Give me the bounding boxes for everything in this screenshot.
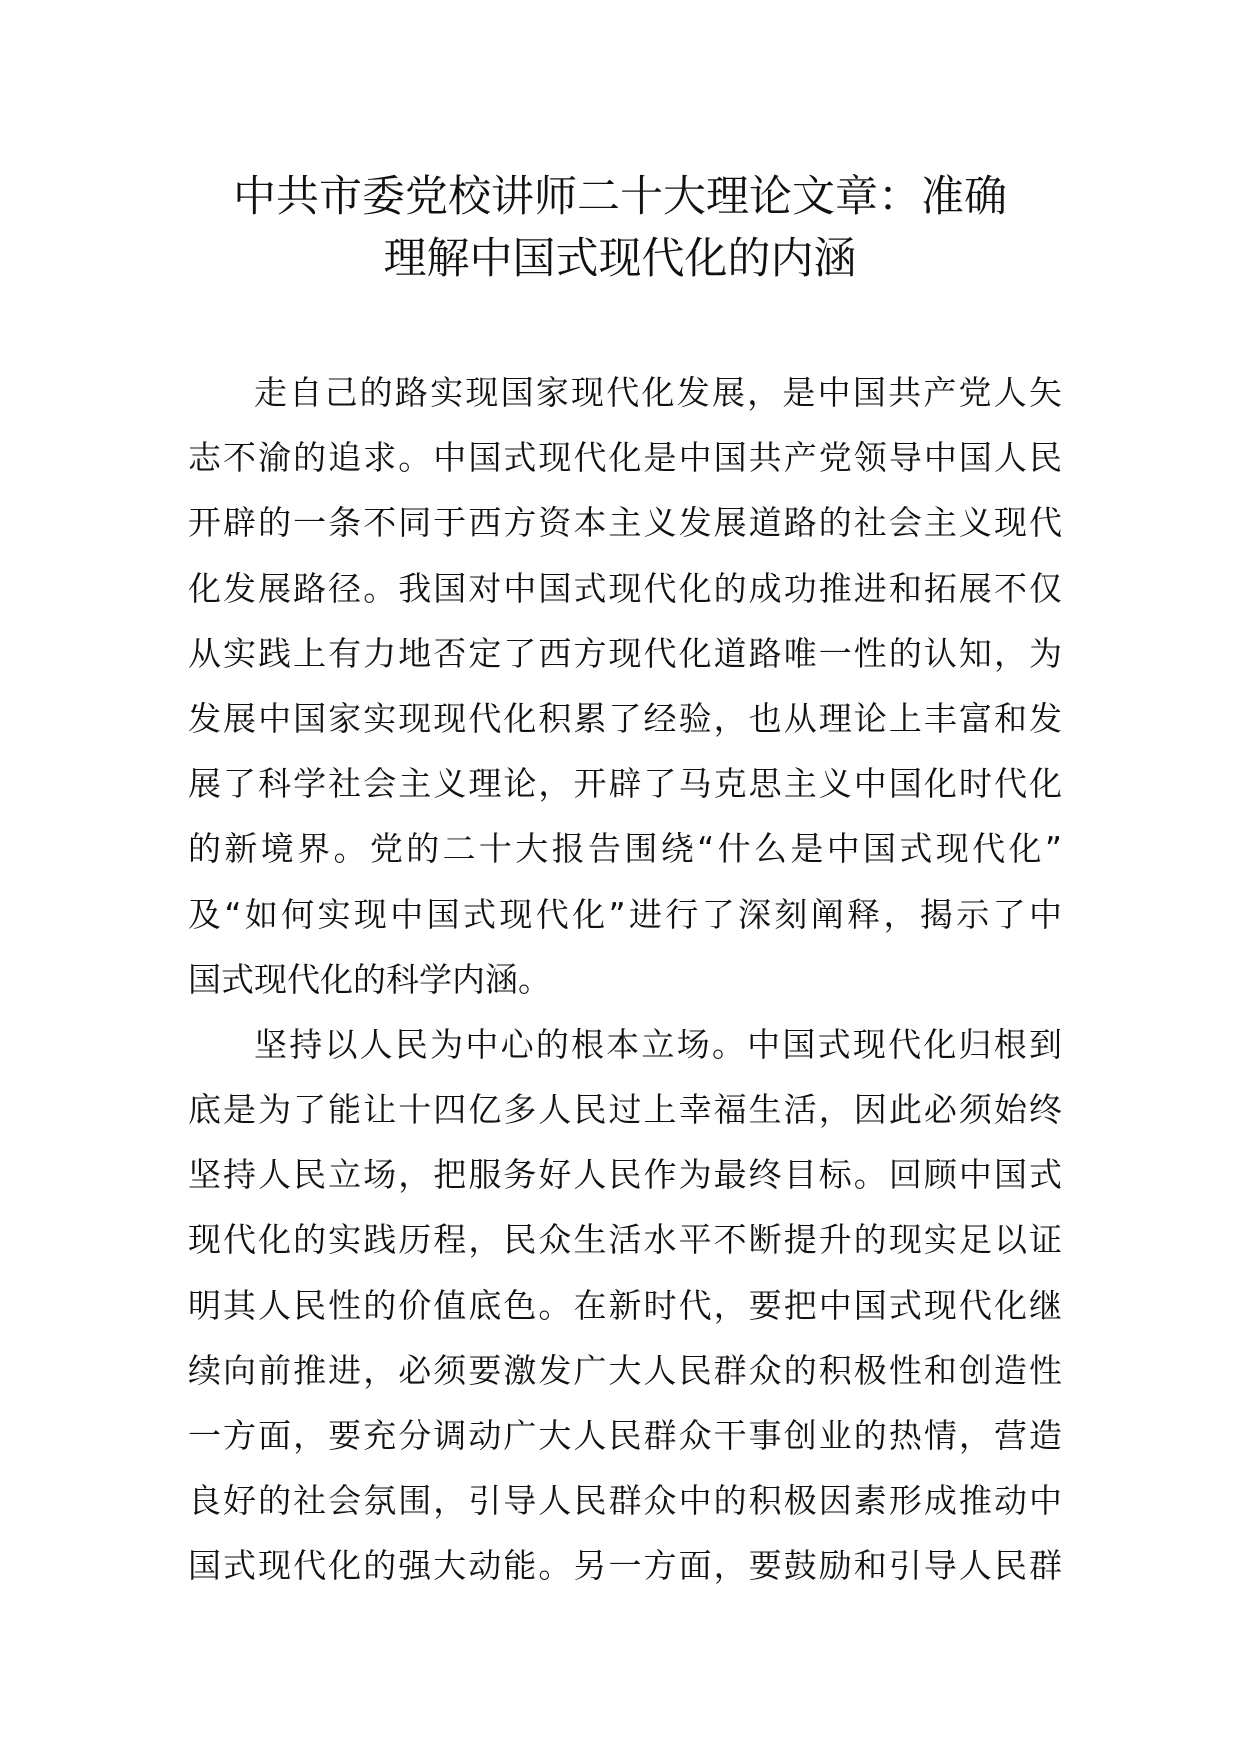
paragraph-1	[188, 360, 1062, 1012]
document-title	[160, 166, 1080, 290]
paragraph-line: 国式现代化的科学内涵。	[188, 959, 551, 999]
paragraph-line: 化发展路径。我国对中国式现代化的成功推进和拓展不仅	[188, 568, 1062, 608]
paragraph-2	[188, 1012, 1062, 1599]
paragraph-line: 良好的社会氛围，引导人民群众中的积极因素形成推动中	[188, 1481, 1062, 1521]
paragraph-line: 走自己的路实现国家现代化发展，是中国共产党人矢	[254, 373, 1062, 412]
paragraph-line: 及“如何实现中国式现代化”进行了深刻阐释，揭示了中	[188, 894, 1062, 934]
paragraph-line: 发展中国家实现现代化积累了经验，也从理论上丰富和发	[188, 698, 1062, 738]
paragraph-line: 坚持以人民为中心的根本立场。中国式现代化归根到	[254, 1024, 1062, 1064]
title-line-2: 理解中国式现代化的内涵	[383, 234, 857, 284]
paragraph-line: 的新境界。党的二十大报告围绕“什么是中国式现代化”	[188, 829, 1062, 869]
paragraph-line: 底是为了能让十四亿多人民过上幸福生活，因此必须始终	[188, 1090, 1062, 1130]
paragraph-line: 坚持人民立场，把服务好人民作为最终目标。回顾中国式	[188, 1155, 1062, 1195]
paragraph-line: 国式现代化的强大动能。另一方面，要鼓励和引导人民群	[188, 1546, 1062, 1586]
paragraph-line: 从实践上有力地否定了西方现代化道路唯一性的认知，为	[188, 633, 1062, 673]
paragraph-line: 志不渝的追求。中国式现代化是中国共产党领导中国人民	[188, 438, 1062, 478]
paragraph-line: 一方面，要充分调动广大人民群众干事创业的热情，营造	[188, 1416, 1062, 1455]
paragraph-line: 展了科学社会主义理论，开辟了马克思主义中国化时代化	[188, 764, 1062, 804]
paragraph-line: 明其人民性的价值底色。在新时代，要把中国式现代化继	[188, 1285, 1062, 1325]
paragraph-line: 现代化的实践历程，民众生活水平不断提升的现实足以证	[188, 1220, 1062, 1260]
document-body	[188, 360, 1062, 1599]
paragraph-line: 续向前推进，必须要激发广大人民群众的积极性和创造性	[188, 1350, 1062, 1390]
title-line-1: 中共市委党校讲师二十大理论文章：准确	[233, 172, 1007, 222]
paragraph-line: 开辟的一条不同于西方资本主义发展道路的社会主义现代	[188, 503, 1062, 543]
